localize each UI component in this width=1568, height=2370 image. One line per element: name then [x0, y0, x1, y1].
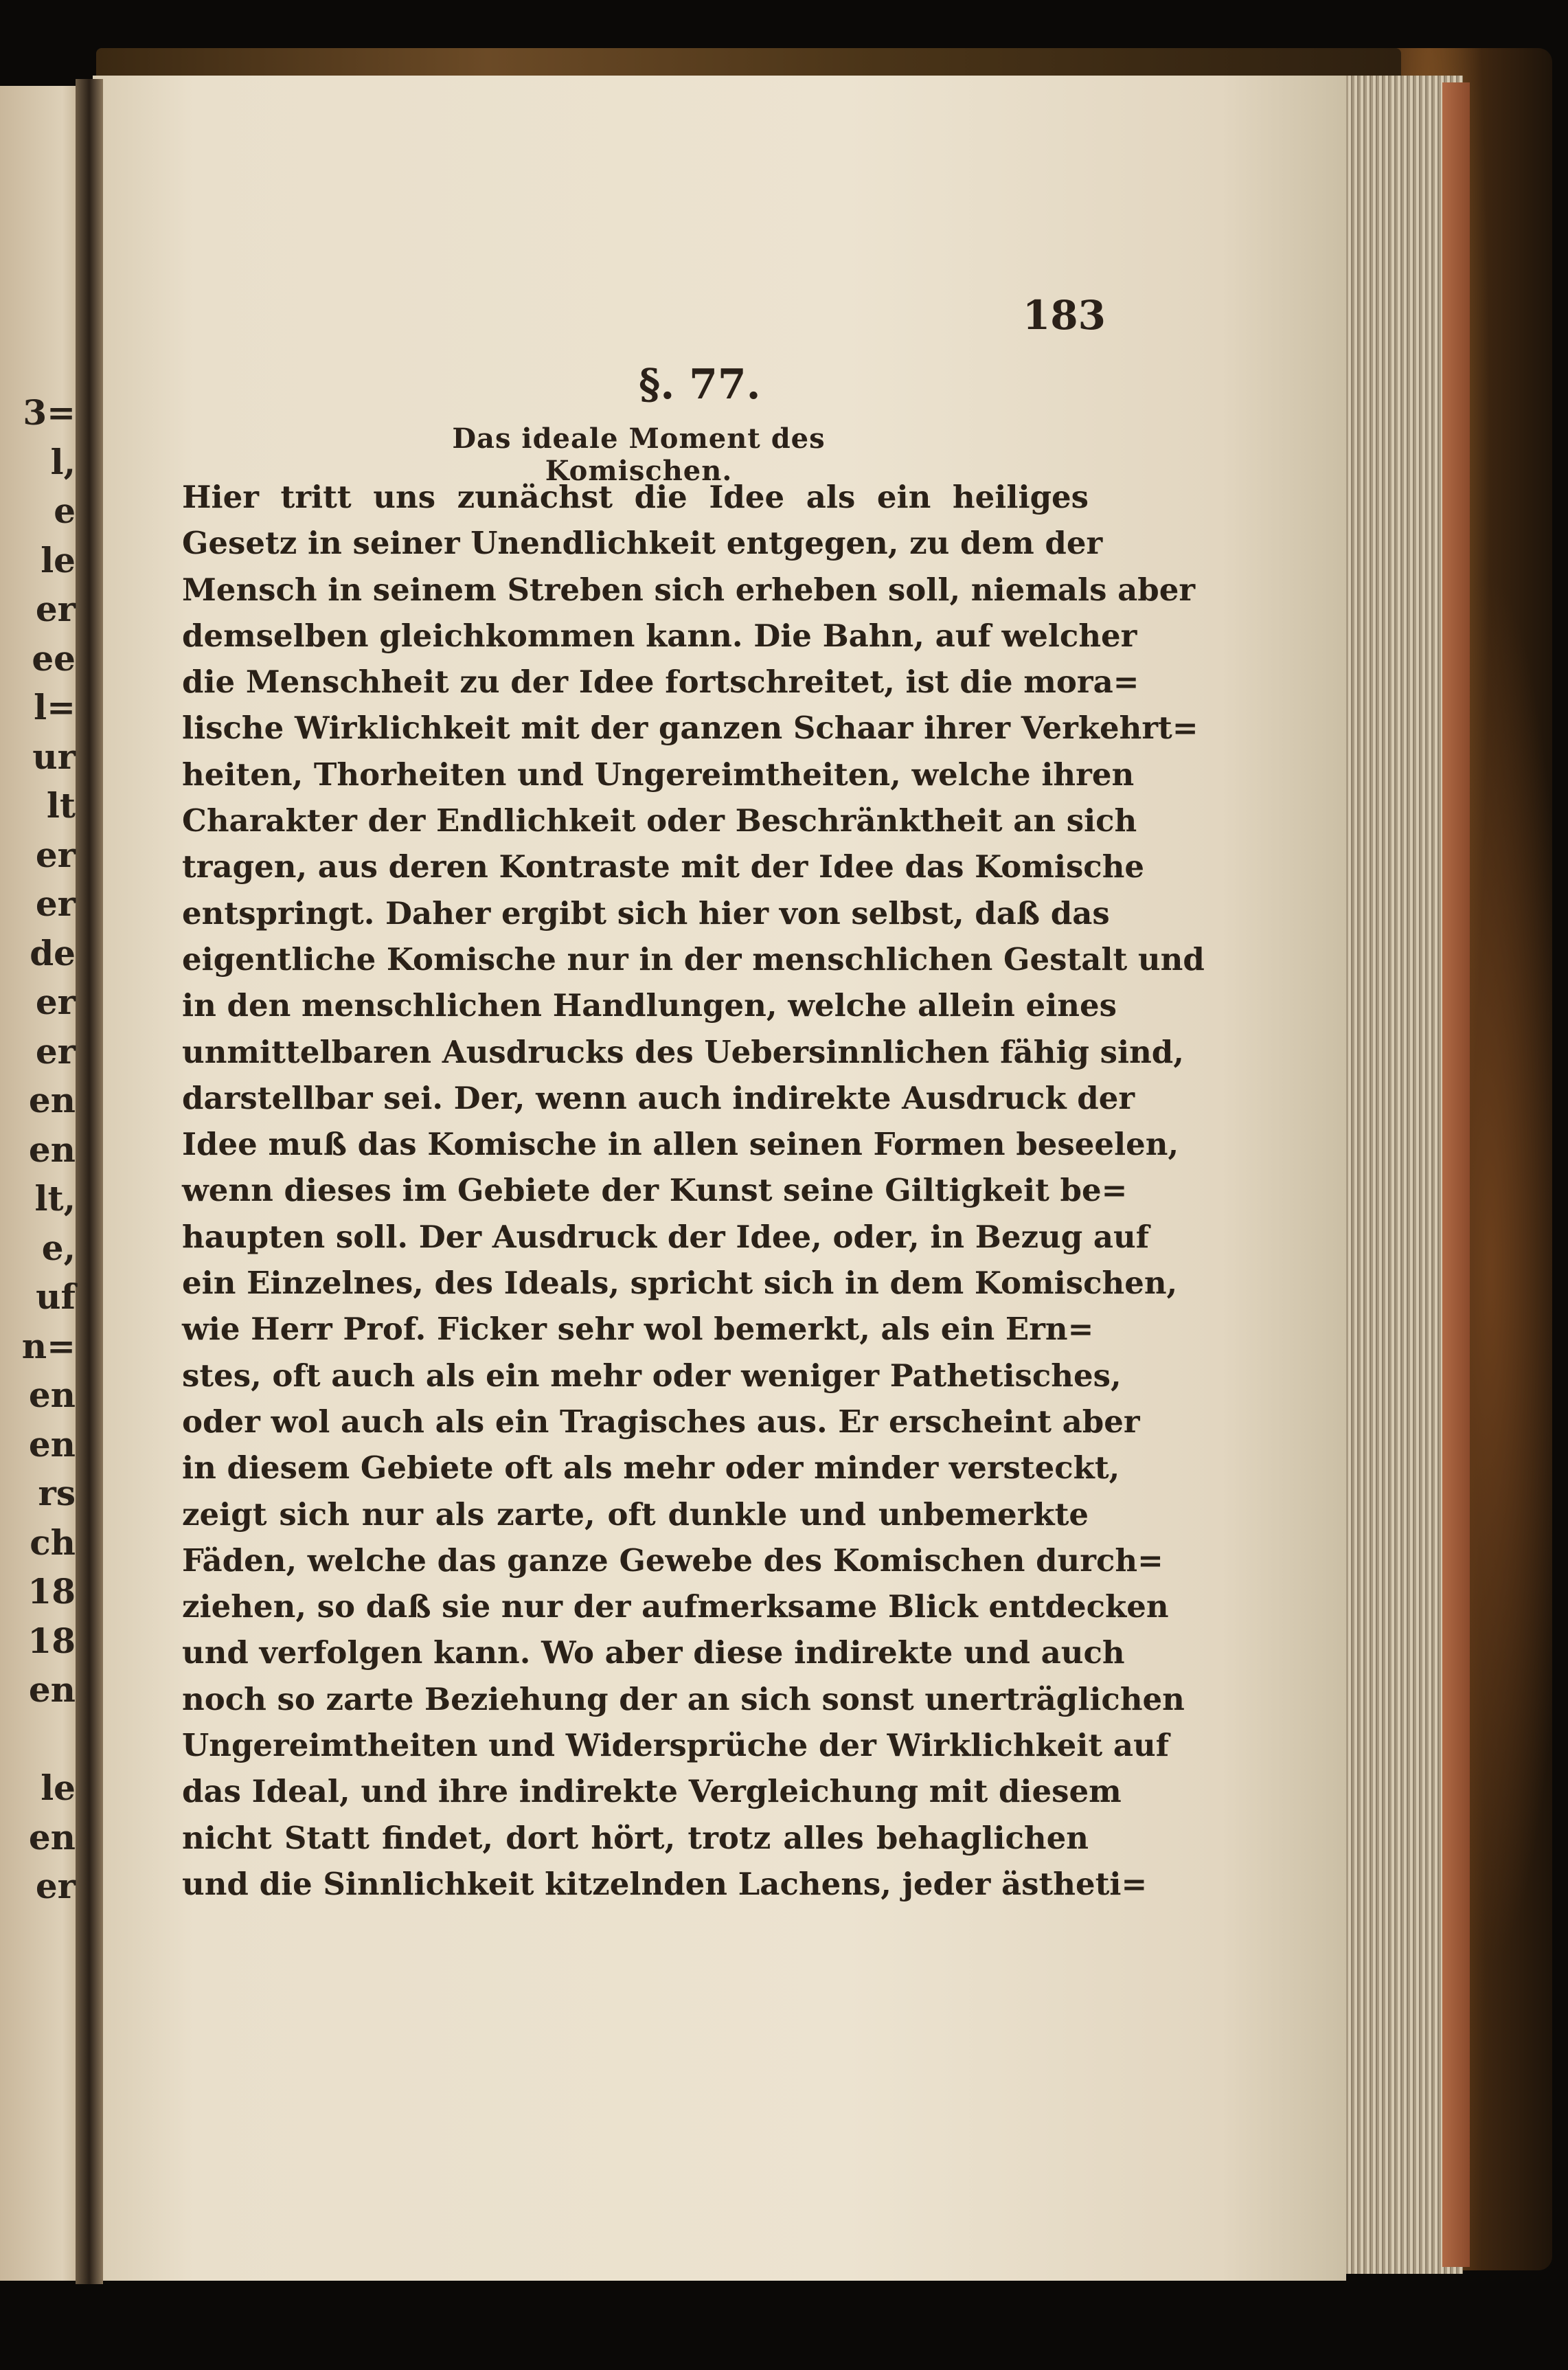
- left-page-fragment: en: [28, 1080, 76, 1120]
- left-page-fragment: e,: [41, 1227, 76, 1268]
- left-page-fragment: er: [35, 982, 76, 1022]
- left-page-fragment: e: [54, 490, 76, 531]
- left-page-fragment: l=: [34, 687, 76, 727]
- left-page-fragment: 18: [27, 1571, 76, 1612]
- text-line: die Menschheit zu der Idee fortschreitet, ist die mora=: [182, 664, 1139, 701]
- text-line: das Ideal, und ihre indirekte Vergleichung mit diesem: [182, 1773, 1122, 1810]
- left-page-fragment: ch: [30, 1522, 76, 1563]
- left-page-text-fragments: [0, 388, 76, 1911]
- left-page-fragment: le: [41, 1768, 76, 1808]
- text-line: oder wol auch als ein Tragisches aus. Er erscheint aber: [182, 1403, 1140, 1440]
- text-line: wie Herr Prof. Ficker sehr wol bemerkt, als ein Ern=: [182, 1311, 1094, 1348]
- section-number: §. 77.: [639, 361, 761, 409]
- left-page-fragment: en: [28, 1375, 76, 1415]
- text-line: Idee muß das Komische in allen seinen Formen beseelen,: [182, 1126, 1179, 1163]
- text-line: wenn dieses im Gebiete der Kunst seine Giltigkeit be=: [182, 1172, 1128, 1209]
- left-page-fragment: en: [28, 1816, 76, 1858]
- text-line: stes, oft auch als ein mehr oder weniger Pathetisches,: [182, 1357, 1122, 1394]
- left-page-fragment: [0, 1715, 76, 1764]
- text-line: heiten, Thorheiten und Ungereimtheiten, welche ihren: [182, 756, 1135, 793]
- left-page-fragment: de: [30, 932, 76, 973]
- text-line: Gesetz in seiner Unendlichkeit entgegen, zu dem der: [182, 525, 1103, 562]
- left-page-fragment: uf: [36, 1276, 76, 1317]
- text-line: eigentliche Komische nur in der menschlichen Gestalt und: [182, 940, 1205, 978]
- section-title: Das ideale Moment des Komischen.: [452, 422, 826, 487]
- book-spine-top: [96, 48, 1401, 76]
- left-page-fragment: er: [35, 1866, 76, 1906]
- page-number: 183: [1022, 292, 1106, 339]
- left-page-fragment: 3=: [23, 392, 76, 433]
- text-line: entspringt. Daher ergibt sich hier von selbst, daß das: [182, 894, 1110, 932]
- left-page-fragment: 18: [27, 1620, 76, 1661]
- text-line: unmittelbaren Ausdrucks des Uebersinnlichen fähig sind,: [182, 1033, 1184, 1070]
- left-page-fragment: ee: [32, 637, 76, 679]
- left-page-fragment: en: [28, 1669, 76, 1710]
- left-page-fragment: le: [41, 539, 76, 580]
- left-page-fragment: ur: [32, 736, 76, 777]
- book-gutter: [76, 79, 103, 2284]
- left-page-fragment: er: [35, 883, 76, 924]
- text-line: ziehen, so daß sie nur der aufmerksame Blick entdecken: [182, 1588, 1169, 1625]
- text-line: ein Einzelnes, des Ideals, spricht sich in dem Komischen,: [182, 1265, 1178, 1302]
- text-line: Hier tritt uns zunächst die Idee als ein heiliges: [182, 479, 1089, 515]
- left-page-fragment: en: [28, 1129, 76, 1170]
- text-line: und die Sinnlichkeit kitzelnden Lachens, jeder ästheti=: [182, 1865, 1148, 1902]
- left-page-fragment: en: [28, 1423, 76, 1465]
- text-line: zeigt sich nur als zarte, oft dunkle und unbemerkte: [182, 1496, 1089, 1533]
- text-line: in diesem Gebiete oft als mehr oder minder versteckt,: [182, 1449, 1120, 1487]
- text-line: lische Wirklichkeit mit der ganzen Schaar ihrer Verkehrt=: [182, 710, 1198, 747]
- left-page-fragment: l,: [50, 441, 76, 482]
- text-line: Charakter der Endlichkeit oder Beschränktheit an sich: [182, 802, 1137, 839]
- text-line: demselben gleichkommen kann. Die Bahn, auf welcher: [182, 617, 1137, 654]
- text-line: Mensch in seinem Streben sich erheben soll, niemals aber: [182, 571, 1196, 608]
- text-line: darstellbar sei. Der, wenn auch indirekte Ausdruck der: [182, 1079, 1135, 1116]
- page-edges-red: [1442, 82, 1470, 2267]
- text-line: und verfolgen kann. Wo aber diese indirekte und auch: [182, 1634, 1125, 1671]
- left-page-fragment: er: [35, 589, 76, 629]
- left-page-fragment: er: [35, 1030, 76, 1072]
- left-page-fragment: rs: [38, 1473, 76, 1513]
- text-line: Ungereimtheiten und Widersprüche der Wirklichkeit auf: [182, 1727, 1170, 1764]
- left-page-fragment: er: [35, 834, 76, 875]
- text-line: tragen, aus deren Kontraste mit der Idee das Komische: [182, 848, 1145, 885]
- left-page-fragment: lt: [46, 785, 76, 826]
- text-line: Fäden, welche das ganze Gewebe des Komischen durch=: [182, 1542, 1163, 1579]
- left-page-fragment: n=: [21, 1325, 76, 1366]
- body-text: [182, 474, 1205, 1907]
- text-line: nicht Statt findet, dort hört, trotz alles behaglichen: [182, 1819, 1089, 1856]
- text-line: in den menschlichen Handlungen, welche allein eines: [182, 987, 1117, 1024]
- left-page-fragment: lt,: [34, 1178, 76, 1219]
- text-line: noch so zarte Beziehung der an sich sonst unerträglichen: [182, 1680, 1185, 1717]
- text-line: haupten soll. Der Ausdruck der Idee, oder, in Bezug auf: [182, 1218, 1150, 1255]
